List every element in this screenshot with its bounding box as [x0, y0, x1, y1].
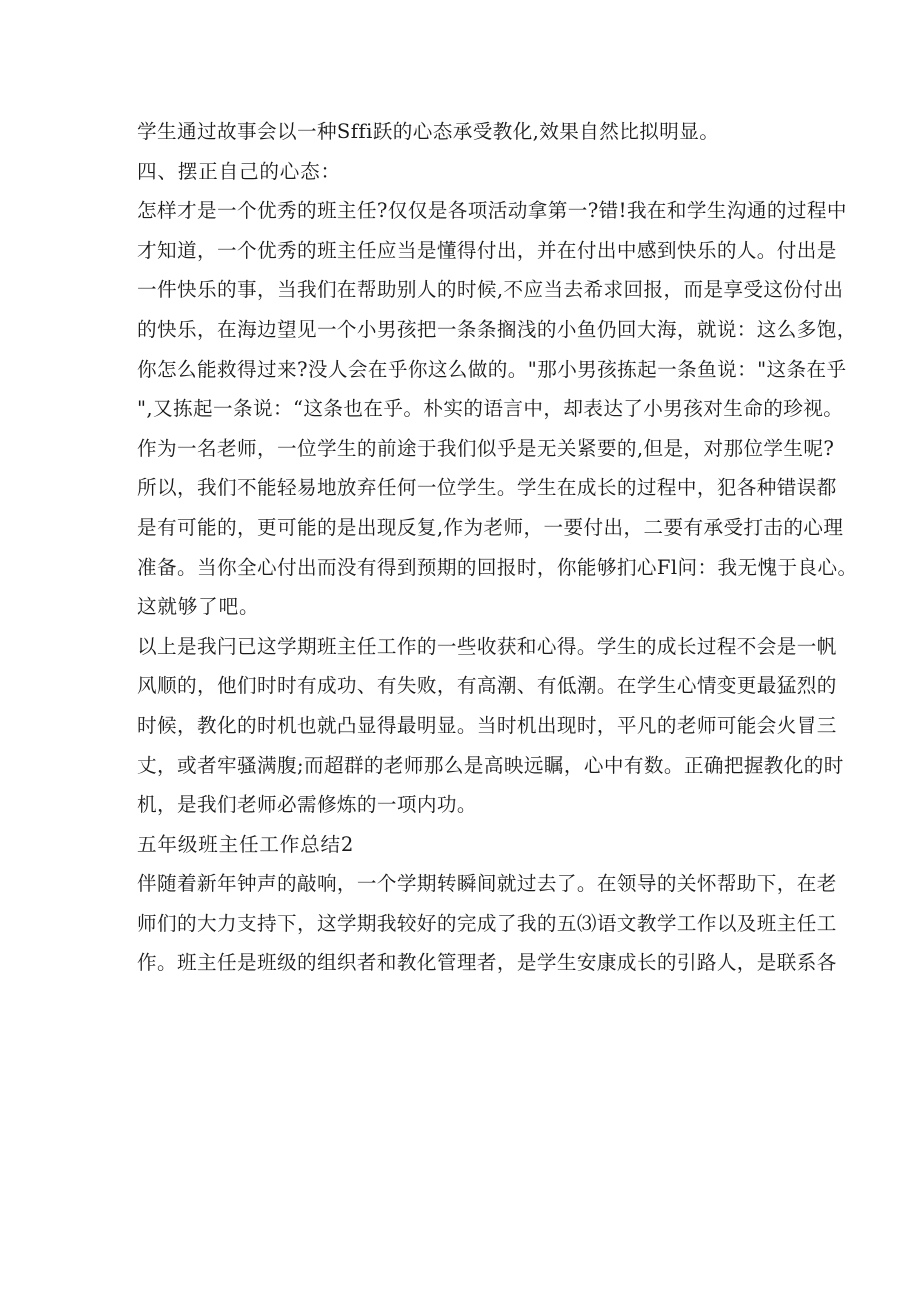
text-line-16: 时候，教化的时机也就凸显得最明显。当时机出现时，平凡的老师可能会火冒三 [137, 713, 837, 737]
section-title: 五年级班主任工作总结2 [137, 832, 355, 856]
text-line-13: 这就够了吧。 [137, 595, 260, 619]
text-line-20: 伴随着新年钟声的敲响，一个学期转瞬间就过去了。在领导的关怀帮助下，在老 [137, 872, 837, 896]
text-line-15: 风顺的，他们时时有成功、有失败，有高潮、有低潮。在学生心情变更最猛烈的 [137, 674, 837, 698]
text-line-6: 的快乐，在海边望见一个小男孩把一条条搁浅的小鱼仍回大海，就说：这么多饱， [137, 317, 857, 341]
text-line-3: 怎样才是一个优秀的班主任?仅仅是各项活动拿第一?错!我在和学生沟通的过程中 [137, 199, 847, 223]
text-line-9: 作为一名老师，一位学生的前途于我们似乎是无关紧要的,但是，对那位学生呢? [137, 436, 835, 460]
text-line-7: 你怎么能救得过来?没人会在乎你这么做的。"那小男孩拣起一条鱼说："这条在乎 [137, 357, 847, 381]
text-line-5: 一件快乐的事，当我们在帮助别人的时候,不应当去希求回报，而是享受这份付出 [137, 278, 844, 302]
section-heading-4: 四、摆正自己的心态： [137, 159, 341, 183]
text-line-21: 师们的大力支持下，这学期我较好的完成了我的五⑶语文教学工作以及班主任工 [137, 911, 837, 935]
document-body [137, 112, 858, 983]
text-line-22: 作。班主任是班级的组织者和教化管理者，是学生安康成长的引路人，是联系各 [137, 951, 837, 975]
text-line-14: 以上是我闩已这学期班主任工作的一些收获和心得。学生的成长过程不会是一帆 [137, 634, 837, 658]
text-line-1: 学生通过故事会以一种Sffi跃的心态承受教化,效果自然比拟明显。 [137, 120, 720, 143]
text-line-17: 丈，或者牢骚满腹;而超群的老师那么是高映远瞩，心中有数。正确把握教化的时 [137, 753, 844, 777]
text-line-12: 准备。当你全心付出而没有得到预期的回报时，你能够扪心Fl问：我无愧于良心。 [137, 555, 858, 579]
text-line-18: 机，是我们老师必需修炼的一项内功。 [137, 793, 477, 817]
text-line-4: 才知道，一个优秀的班主任应当是懂得付出，并在付出中感到快乐的人。付出是 [137, 238, 837, 262]
text-line-11: 是有可能的，更可能的是出现反复,作为老师，一要付出，二要有承受打击的心理 [137, 515, 844, 539]
text-line-10: 所以，我们不能轻易地放弃任何一位学生。学生在成长的过程中，犯各种错误都 [137, 476, 837, 500]
text-line-8: ",又拣起一条说：“这条也在乎。朴实的语言中，却表达了小男孩对生命的珍视。 [137, 397, 844, 421]
